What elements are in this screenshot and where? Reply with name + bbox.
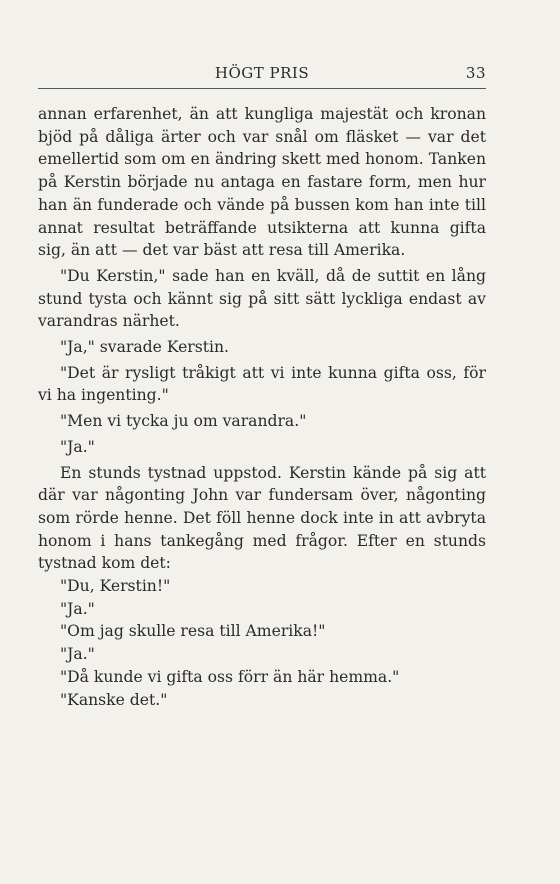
running-head <box>38 62 486 84</box>
page-number: 33 <box>465 64 486 82</box>
body-text <box>38 103 486 711</box>
paragraph: "Då kunde vi gifta oss förr än här hemma." <box>60 667 400 686</box>
paragraph: "Kanske det." <box>60 690 168 709</box>
paragraph: "Ja." <box>60 645 95 664</box>
paragraph: "Ja." <box>60 599 95 618</box>
paragraph: "Ja." <box>60 437 95 456</box>
paragraph: "Om jag skulle resa till Amerika!" <box>60 622 326 641</box>
paragraph: "Ja," svarade Kerstin. <box>60 338 230 357</box>
header-rule <box>38 88 486 89</box>
paragraph: annan erfarenhet, än att kungliga majestät och kronan bjöd på dåliga ärter och var snål om fläsket — var det emellertid som om en ändring skett med honom. Tanken på Kerstin började nu antaga en fastare form, men hur han än funderade och vände på bussen kom han inte till annat resultat beträffande utsikterna att kunna gifta sig, än att — det var bäst att resa till Amerika. <box>38 105 486 260</box>
paragraph: En stunds tystnad uppstod. Kerstin kände på sig att där var någonting John var fundersam över, någonting som rörde henne. Det föll henne dock inte in att avbryta honom i hans tankegång med frågor. Efter en stunds tystnad kom det: <box>38 463 486 573</box>
paragraph: "Du Kerstin," sade han en kväll, då de suttit en lång stund tysta och kännt sig på sitt sätt lyckliga endast av varandras närhet. <box>38 266 486 331</box>
running-title: HÖGT PRIS <box>214 64 310 82</box>
paragraph: "Men vi tycka ju om varandra." <box>60 412 307 431</box>
book-page <box>38 62 486 711</box>
paragraph: "Du, Kerstin!" <box>60 577 171 596</box>
paragraph: "Det är rysligt tråkigt att vi inte kunna gifta oss, för vi ha ingenting." <box>38 363 486 405</box>
